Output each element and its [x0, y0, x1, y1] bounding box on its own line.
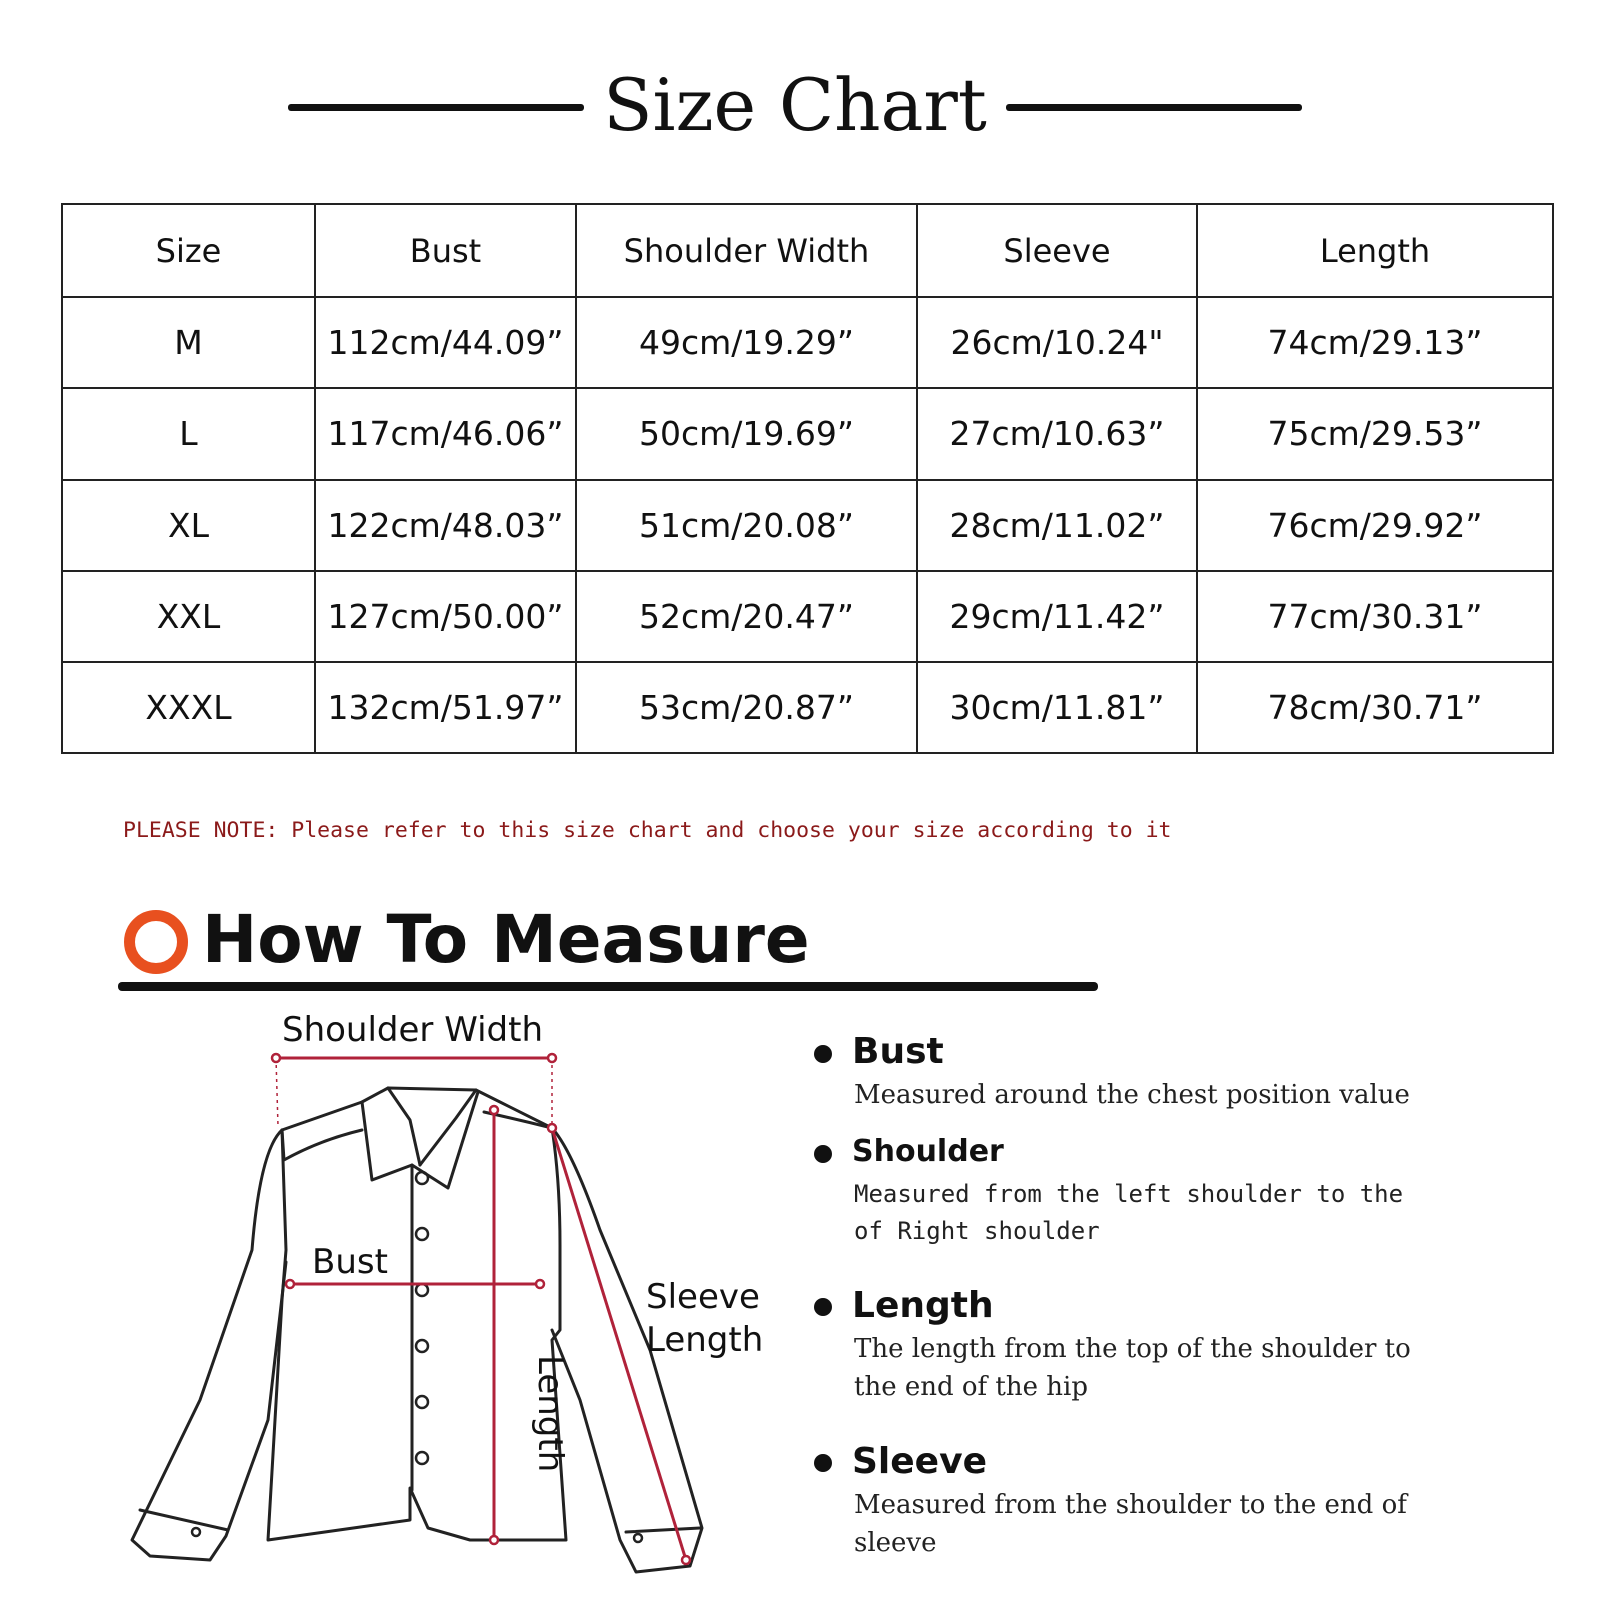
left-cuff	[140, 1510, 228, 1530]
collar-band	[388, 1088, 420, 1165]
page-title: Size Chart	[603, 63, 987, 147]
table-cell: 75cm/29.53”	[1197, 388, 1553, 479]
table-cell: 77cm/30.31”	[1197, 571, 1553, 662]
table-cell: 52cm/20.47”	[576, 571, 917, 662]
column-header: Shoulder Width	[576, 204, 917, 297]
table-cell: 78cm/30.71”	[1197, 662, 1553, 753]
table-row	[62, 571, 1553, 662]
table-header-row	[62, 204, 1553, 297]
table-row	[62, 297, 1553, 388]
table-cell: 27cm/10.63”	[917, 388, 1197, 479]
column-header: Length	[1197, 204, 1553, 297]
table-cell: XXXL	[62, 662, 315, 753]
title-rule-left	[288, 104, 584, 111]
definition-desc: The length from the top of the shoulder to the end of the hip	[854, 1334, 1411, 1402]
bust-label: Bust	[312, 1242, 388, 1282]
table-cell: 127cm/50.00”	[315, 571, 576, 662]
table-cell: 132cm/51.97”	[315, 662, 576, 753]
length-label: Length	[530, 1355, 570, 1473]
left-sleeve-outline	[132, 1130, 286, 1560]
table-cell: 122cm/48.03”	[315, 480, 576, 571]
table-cell: XL	[62, 480, 315, 571]
table-row	[62, 480, 1553, 571]
size-table	[61, 203, 1554, 754]
column-header: Size	[62, 204, 315, 297]
table-cell: 53cm/20.87”	[576, 662, 917, 753]
shoulder-width-label: Shoulder Width	[282, 1010, 543, 1050]
shirt-buttons	[192, 1172, 642, 1542]
definition-term: Shoulder	[852, 1134, 1004, 1169]
bullet-icon	[814, 1454, 832, 1472]
definition-desc: Measured from the shoulder to the end of sleeve	[854, 1490, 1407, 1558]
sleeve-label-line1: Sleeve	[646, 1277, 760, 1317]
right-cuff	[626, 1528, 700, 1532]
table-cell: 51cm/20.08”	[576, 480, 917, 571]
title-block	[0, 55, 1600, 155]
bullet-icon	[814, 1145, 832, 1163]
definition-term: Bust	[852, 1031, 944, 1072]
bullet-icon	[814, 1045, 832, 1063]
column-header: Sleeve	[917, 204, 1197, 297]
table-row	[62, 388, 1553, 479]
table-cell: 29cm/11.42”	[917, 571, 1197, 662]
definition-desc: Measured around the chest position value	[854, 1080, 1410, 1110]
table-cell: 28cm/11.02”	[917, 480, 1197, 571]
definition-term: Sleeve	[852, 1441, 987, 1482]
heading-underline	[118, 982, 1098, 991]
table-row	[62, 662, 1553, 753]
table-cell: L	[62, 388, 315, 479]
column-header: Bust	[315, 204, 576, 297]
sleeve-label-line2: Length	[646, 1320, 764, 1360]
table-cell: 49cm/19.29”	[576, 297, 917, 388]
bullet-icon	[814, 1298, 832, 1316]
table-cell: M	[62, 297, 315, 388]
table-cell: 50cm/19.69”	[576, 388, 917, 479]
orange-ring-icon	[124, 910, 188, 974]
table-cell: XXL	[62, 571, 315, 662]
table-cell: 112cm/44.09”	[315, 297, 576, 388]
table-cell: 76cm/29.92”	[1197, 480, 1553, 571]
size-note: PLEASE NOTE: Please refer to this size chart and choose your size according to it	[123, 818, 1172, 843]
definition-term: Length	[852, 1285, 994, 1326]
table-cell: 117cm/46.06”	[315, 388, 576, 479]
sleeve-length-label	[646, 1276, 763, 1362]
table-cell: 26cm/10.24"	[917, 297, 1197, 388]
title-rule-right	[1006, 104, 1302, 111]
table-cell: 74cm/29.13”	[1197, 297, 1553, 388]
how-to-measure-heading: How To Measure	[202, 901, 810, 978]
definition-desc: Measured from the left shoulder to the of Right shoulder	[854, 1180, 1404, 1245]
table-cell: 30cm/11.81”	[917, 662, 1197, 753]
